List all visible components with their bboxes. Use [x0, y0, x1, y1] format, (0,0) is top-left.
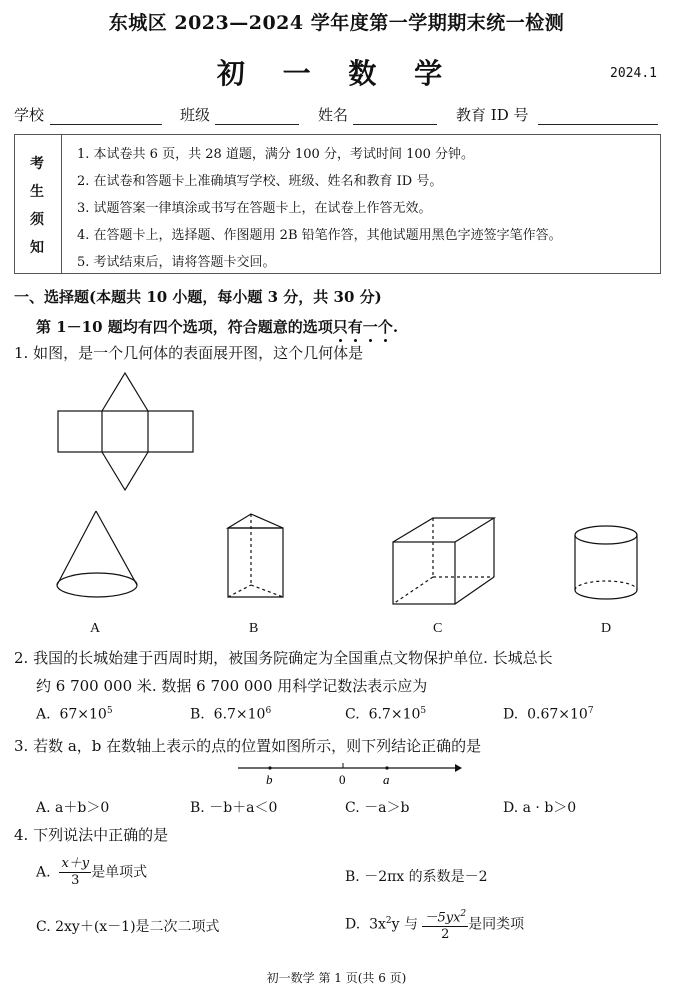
question-2-option-d: D. $0.67\times 10^7$ [503, 706, 594, 723]
class-blank [215, 124, 299, 125]
notice-side-char: 须 [30, 212, 44, 228]
class-label: 班级 [180, 106, 211, 124]
notice-item: 4. 在答题卡上，选择题、作图题用 2B 铅笔作答，其他试题用黑色字迹签字笔作答。 [77, 228, 562, 243]
cube-figure [393, 518, 494, 604]
question-4-stem: 4. 下列说法中正确的是 [14, 826, 169, 844]
cone-figure [57, 511, 137, 597]
question-2-option-b: B. $6.7\times 10^6$ [190, 706, 272, 723]
school-blank [50, 124, 162, 125]
id-blank [538, 124, 658, 125]
name-label: 姓名 [318, 106, 349, 124]
option-label: B [249, 621, 259, 635]
option-label: C [433, 621, 443, 635]
emphasis-char: 有 [347, 318, 363, 336]
notice-box [14, 134, 661, 274]
notice-side-char: 考 [30, 156, 44, 172]
question-4-option-a: A. $\frac{x+y}{3}$ 是单项式 [36, 856, 148, 888]
notice-side-char: 生 [30, 184, 44, 200]
page-footer: 初一数学 第 1 页(共 6 页) [266, 971, 407, 985]
emphasis-char: 个 [377, 318, 393, 336]
cylinder-figure [575, 526, 637, 599]
school-label: 学校 [14, 106, 45, 124]
point-b-label: b [266, 772, 273, 787]
instruction-text: 第 1－10 题均有四个选项，符合题意的选项 [36, 318, 333, 336]
instruction-text: . [392, 318, 399, 336]
section-instruction [36, 316, 398, 337]
point-a-label: a [383, 772, 390, 787]
question-1-stem: 1. 如图，是一个几何体的表面展开图，这个几何体是 [14, 344, 364, 362]
question-3-option-b: B. －b＋a＜0 [190, 800, 278, 816]
triangular-prism-figure [228, 514, 283, 597]
question-3-option-c: C. －a＞b [345, 800, 410, 816]
question-4-option-c: C. 2xy＋(x－1)是二次二项式 [36, 919, 220, 935]
question-2-option-a: A. $67\times 10^5$ [36, 706, 113, 723]
emphasis-char: 一 [362, 318, 378, 336]
notice-item: 3. 试题答案一律填涂或书写在答题卡上，在试卷上作答无效。 [77, 201, 432, 216]
option-label: D [601, 621, 612, 635]
question-2-line1: 2. 我国的长城始建于西周时期，被国务院确定为全国重点文物保护单位. 长城总长 [14, 649, 553, 667]
notice-item: 1. 本试卷共 6 页，共 28 道题，满分 100 分，考试时间 100 分钟。 [77, 147, 475, 162]
emphasis-char: 只 [332, 318, 348, 336]
name-blank [353, 124, 437, 125]
origin-label: 0 [339, 772, 346, 787]
notice-side-label [15, 135, 62, 273]
question-4-option-d: D. $3x^2y$ 与 $\frac{-5yx^2}{2}$ 是同类项 [345, 906, 524, 943]
number-line [230, 760, 470, 790]
question-3-stem: 3. 若数 a，b 在数轴上表示的点的位置如图所示，则下列结论正确的是 [14, 737, 482, 755]
question-3-option-a: A. a＋b＞0 [36, 800, 110, 816]
option-label: A [90, 621, 101, 635]
exam-title: 东城区 2023—2024 学年度第一学期期末统一检测 [108, 12, 565, 34]
notice-side-char: 知 [30, 240, 44, 256]
prism-net-figure [58, 373, 193, 490]
id-label: 教育 ID 号 [456, 106, 529, 124]
question-4-option-b: B. －2πx 的系数是－2 [345, 869, 488, 885]
exam-subtitle: 初 一 数 学 [216, 57, 457, 90]
question-3-option-d: D. a · b＞0 [503, 800, 577, 816]
section-heading: 一、选择题(本题共 10 小题，每小题 3 分，共 30 分) [14, 288, 382, 306]
question-2-option-c: C. $6.7\times 10^5$ [345, 706, 427, 723]
question-1-figures [0, 365, 673, 635]
notice-item: 5. 考试结束后，请将答题卡交回。 [77, 255, 276, 270]
question-2-line2: 约 6 700 000 米. 数据 6 700 000 用科学记数法表示应为 [36, 677, 428, 695]
exam-date: 2024.1 [610, 66, 657, 81]
notice-item: 2. 在试卷和答题卡上准确填写学校、班级、姓名和教育 ID 号。 [77, 174, 443, 189]
